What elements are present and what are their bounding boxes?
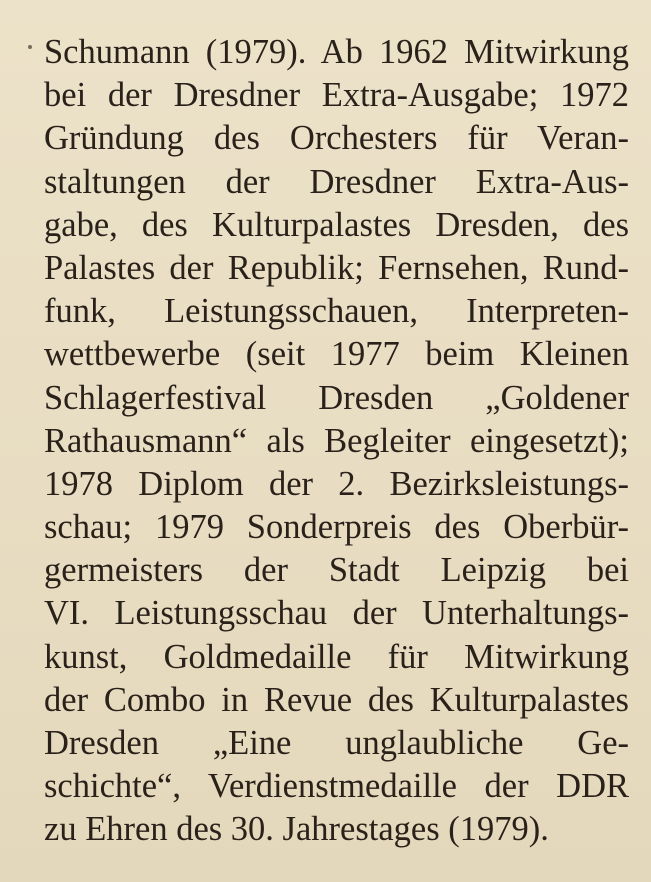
text-line-4: staltungen der Dresdner Extra-Aus- [44, 162, 629, 201]
text-line-10: Rathausmann“ als Begleiter eingesetzt); [44, 421, 629, 460]
text-line-18: schichte“, Verdienstmedaille der DDR [44, 767, 629, 806]
text-line-17: Dresden „Eine unglaubliche Ge- [44, 724, 629, 762]
text-line-13: germeisters der Stadt Leipzig bei [44, 551, 629, 590]
text-line-14: VI. Leistungsschau der Unterhaltungs- [44, 594, 629, 633]
text-line-12: schau; 1979 Sonderpreis des Oberbür- [44, 508, 629, 547]
text-line-5: gabe, des Kulturpalastes Dresden, des [44, 205, 629, 244]
text-line-7: funk, Leistungsschauen, Interpreten- [44, 292, 629, 331]
text-line-11: 1978 Diplom der 2. Bezirksleistungs- [44, 464, 629, 503]
text-line-6: Palastes der Republik; Fernsehen, Rund- [44, 248, 629, 287]
body-text [44, 31, 629, 852]
text-line-2: bei der Dresdner Extra-Ausgabe; 1972 [44, 76, 629, 115]
text-line-16: der Combo in Revue des Kulturpalastes [44, 680, 629, 719]
text-line-3: Gründung des Orchesters für Veran- [44, 119, 629, 158]
text-line-8: wettbewerbe (seit 1977 beim Kleinen [44, 335, 629, 374]
text-line-19: zu Ehren des 30. Jahrestages (1979). [44, 810, 549, 849]
text-line-9: Schlagerfestival Dresden „Goldener [44, 378, 629, 417]
margin-mark [28, 45, 32, 49]
text-line-15: kunst, Goldmedaille für Mitwirkung [44, 637, 629, 676]
text-line-1: Schumann (1979). Ab 1962 Mitwirkung [44, 33, 629, 71]
